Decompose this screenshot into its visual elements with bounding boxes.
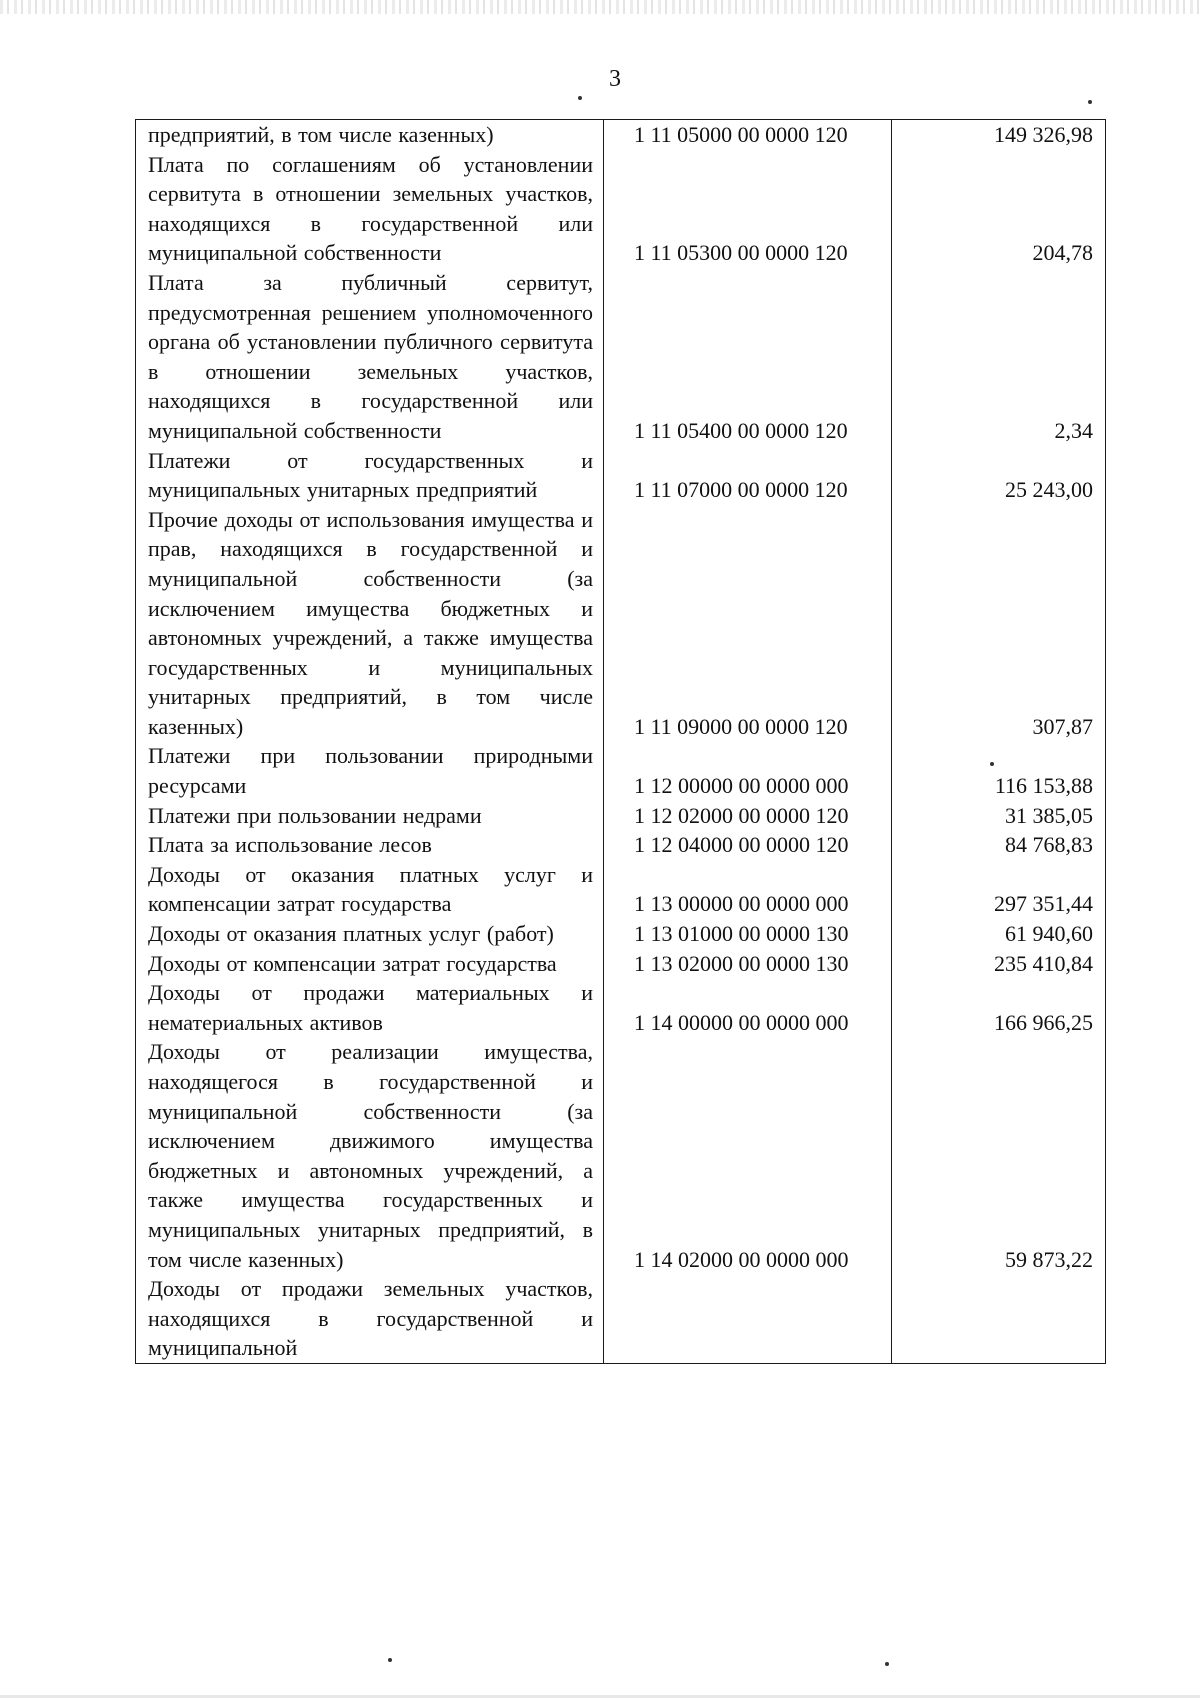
table-row <box>136 505 1106 742</box>
row-name-cell: Доходы от оказания платных услуг и компенсации затрат государства <box>136 860 604 919</box>
row-amount-cell: 166 966,25 <box>892 978 1106 1037</box>
row-code-cell: 1 11 07000 00 0000 120 <box>604 446 892 505</box>
row-name-cell: Платежи от государственных и муниципальных унитарных предприятий <box>136 446 604 505</box>
row-name-cell: Доходы от продажи материальных и нематериальных активов <box>136 978 604 1037</box>
row-code-cell: 1 14 02000 00 0000 000 <box>604 1037 892 1274</box>
row-code-cell: 1 11 05300 00 0000 120 <box>604 150 892 268</box>
table-row <box>136 978 1106 1037</box>
row-name-cell: Доходы от продажи земельных участков, находящихся в государственной и муниципальной <box>136 1274 604 1363</box>
row-code-cell: 1 12 02000 00 0000 120 <box>604 801 892 831</box>
scan-speck <box>578 96 582 100</box>
table-row <box>136 830 1106 860</box>
row-amount-cell: 149 326,98 <box>892 120 1106 150</box>
row-name-cell: Доходы от оказания платных услуг (работ) <box>136 919 604 949</box>
scan-speck <box>990 762 994 766</box>
row-amount-cell: 2,34 <box>892 268 1106 446</box>
row-name-cell: Доходы от реализации имущества, находящегося в государственной и муниципальной собственности (за исключением движимого имущества бюджетных и автономных учреждений, а также имущества государственных и муниципальных унитарных предприятий, в том числе казенных) <box>136 1037 604 1274</box>
scan-speck <box>1088 100 1092 104</box>
scan-noise-strip <box>0 0 1200 14</box>
row-amount-cell: 84 768,83 <box>892 830 1106 860</box>
table-row <box>136 268 1106 446</box>
row-name-cell: Плата за публичный сервитут, предусмотренная решением уполномоченного органа об установлении публичного сервитута в отношении земельных участков, находящихся в государственной или муниципальной собственности <box>136 268 604 446</box>
row-code-cell: 1 11 05000 00 0000 120 <box>604 120 892 150</box>
row-name-cell: Прочие доходы от использования имущества и прав, находящихся в государственной и муниципальной собственности (за исключением имущества бюджетных и автономных учреждений, а также имущества государственных и муниципальных унитарных предприятий, в том числе казенных) <box>136 505 604 742</box>
row-code-cell: 1 13 00000 00 0000 000 <box>604 860 892 919</box>
row-amount-cell: 235 410,84 <box>892 949 1106 979</box>
row-code-cell <box>604 1274 892 1363</box>
scan-speck <box>885 1662 889 1666</box>
table-row <box>136 446 1106 505</box>
row-name-cell: Платежи при пользовании недрами <box>136 801 604 831</box>
row-amount-cell: 204,78 <box>892 150 1106 268</box>
row-name-cell: Доходы от компенсации затрат государства <box>136 949 604 979</box>
table-row <box>136 741 1106 800</box>
row-amount-cell: 297 351,44 <box>892 860 1106 919</box>
row-code-cell: 1 13 02000 00 0000 130 <box>604 949 892 979</box>
scan-speck <box>388 1658 392 1662</box>
row-amount-cell: 307,87 <box>892 505 1106 742</box>
row-amount-cell: 25 243,00 <box>892 446 1106 505</box>
row-code-cell: 1 11 05400 00 0000 120 <box>604 268 892 446</box>
table-row <box>136 1037 1106 1274</box>
table-row <box>136 860 1106 919</box>
row-code-cell: 1 12 00000 00 0000 000 <box>604 741 892 800</box>
page-number: 3 <box>609 66 621 92</box>
row-name-cell: Плата по соглашениям об установлении сервитута в отношении земельных участков, находящихся в государственной или муниципальной собственности <box>136 150 604 268</box>
row-amount-cell: 31 385,05 <box>892 801 1106 831</box>
row-code-cell: 1 12 04000 00 0000 120 <box>604 830 892 860</box>
row-name-cell: Платежи при пользовании природными ресурсами <box>136 741 604 800</box>
table-row <box>136 120 1106 150</box>
table-row <box>136 949 1106 979</box>
row-code-cell: 1 13 01000 00 0000 130 <box>604 919 892 949</box>
table-body <box>136 120 1106 1364</box>
row-amount-cell <box>892 1274 1106 1363</box>
table-row <box>136 801 1106 831</box>
row-name-cell: предприятий, в том числе казенных) <box>136 120 604 150</box>
row-name-cell: Плата за использование лесов <box>136 830 604 860</box>
row-code-cell: 1 11 09000 00 0000 120 <box>604 505 892 742</box>
row-code-cell: 1 14 00000 00 0000 000 <box>604 978 892 1037</box>
table-row <box>136 150 1106 268</box>
table-row <box>136 1274 1106 1363</box>
table-row <box>136 919 1106 949</box>
row-amount-cell: 59 873,22 <box>892 1037 1106 1274</box>
row-amount-cell: 61 940,60 <box>892 919 1106 949</box>
row-amount-cell: 116 153,88 <box>892 741 1106 800</box>
revenue-table <box>135 119 1106 1364</box>
